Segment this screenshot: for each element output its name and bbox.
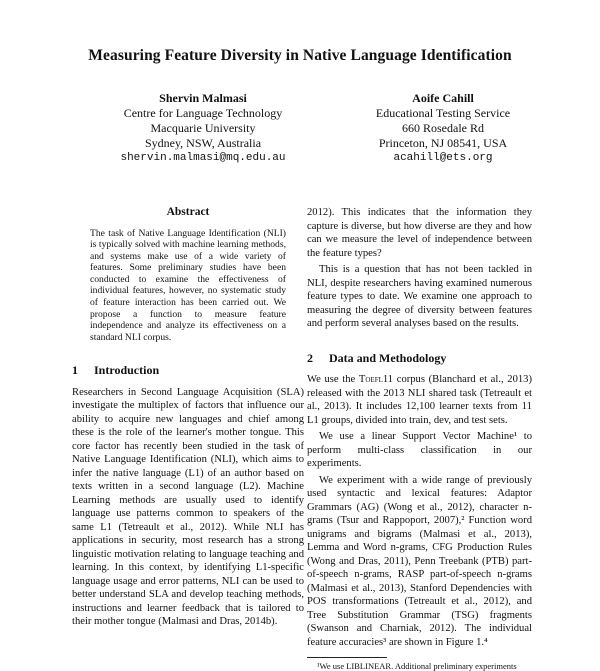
paragraph: We experiment with a wide range of previously used syntactic and lexical features: Adaptor Grammars (AG) (Wong et al., 2012), character n-grams (Tsur and Rappoport, 2007),² Function word unigrams and bigrams (Malmasi et al., 2013), Lemma and Word n-grams, CFG Production Rules (Wong and Dras, 2011), Penn Treebank (PTB) part-of-speech n-grams, RASP part-of-speech n-grams (Malmasi et al., 2013), Stanford Dependencies with POS transformations (Tetreault et al., 2012), and Tree Substitution Grammar (TSG) fragments (Swanson and Charniak, 2012). The individual feature accuracies³ are shown in Figure 1.⁴ [307,474,532,648]
right-column [307,206,532,671]
paper-title: Measuring Feature Diversity in Native Language Identification [88,47,512,64]
paragraph: Researchers in Second Language Acquisition (SLA) investigate the multiplex of factors that influence our ability to acquire new languages and chief among these is the role of the learner's mother tongue. This core factor has recently been studied in the task of Native Language Identification (NLI), which aims to infer the native language (L1) of an author based on texts written in a second language (L2). Machine Learning methods are usually used to identify language use patterns common to speakers of the same L1 (Tetreault et al., 2012). While NLI has applications in security, most research has a strong linguistic motivation relating to language teaching and learning. In this context, by identifying L1-specific language usage and error patterns, NLI can be used to better understand SLA and develop teaching methods, instructions and learner feedback that is tailored to their mother tongue (Malmasi and Dras, 2014b). [72,386,304,628]
corpus-name: Toefl11 [358,374,394,385]
paragraph [307,373,532,427]
author-email: shervin.malmasi@mq.edu.au [120,152,286,164]
left-column [72,206,304,628]
paragraph: We use a linear Support Vector Machine¹ to perform multi-class classification in our experiments. [307,431,532,469]
footnote: ¹We use LIBLINEAR. Additional preliminary experiments [317,661,517,671]
abstract-text: The task of Native Language Identification (NLI) is typically solved with machine learning methods, and systems make use of a wide variety of features. Some preliminary studies have been conducted to examine the effectiveness of individual features, however, no systematic study of feature interaction has been carried out. We propose a function to measure feature independence and analyze its effectiveness on a standard NLI corpus. [90,227,286,343]
author-affiliation: Centre for Language Technology [123,106,283,120]
author-email: acahill@ets.org [393,152,493,164]
author-institution: Macquarie University [150,121,256,135]
section-number: 1 [72,363,78,378]
section-title: Data and Methodology [329,350,447,365]
author-institution: 660 Rosedale Rd [402,121,484,135]
paragraph: This is a question that has not been tackled in NLI, despite researchers having examined numerous feature types to date. We examine one approach to measuring the degree of diversity between features and perform several analyses based on the results. [307,264,532,329]
paragraph: 2012). This indicates that the information they capture is diverse, but how diverse are they and how can we measure the level of independence between the feature types? [307,207,532,259]
section-heading [307,352,532,366]
author-name: Aoife Cahill [412,91,474,105]
author-location: Princeton, NJ 08541, USA [378,136,508,150]
author-block [328,91,558,166]
footnote-rule [307,657,387,658]
author-block [88,91,318,166]
text-run: corpus (Blanchard et al., 2013) released with the 2013 NLI shared task (Tetreault et al., 2013). It includes 12,100 learner texts from 11 L1 groups, divided into train, dev, and test sets. [307,374,532,426]
abstract-heading: Abstract [166,206,210,218]
author-location: Sydney, NSW, Australia [144,136,262,150]
author-affiliation: Educational Testing Service [375,106,511,120]
section-number: 2 [307,350,313,365]
author-name: Shervin Malmasi [159,91,247,105]
section-title: Introduction [94,363,160,378]
section-heading [72,364,304,378]
text-run: We use the [307,374,359,385]
